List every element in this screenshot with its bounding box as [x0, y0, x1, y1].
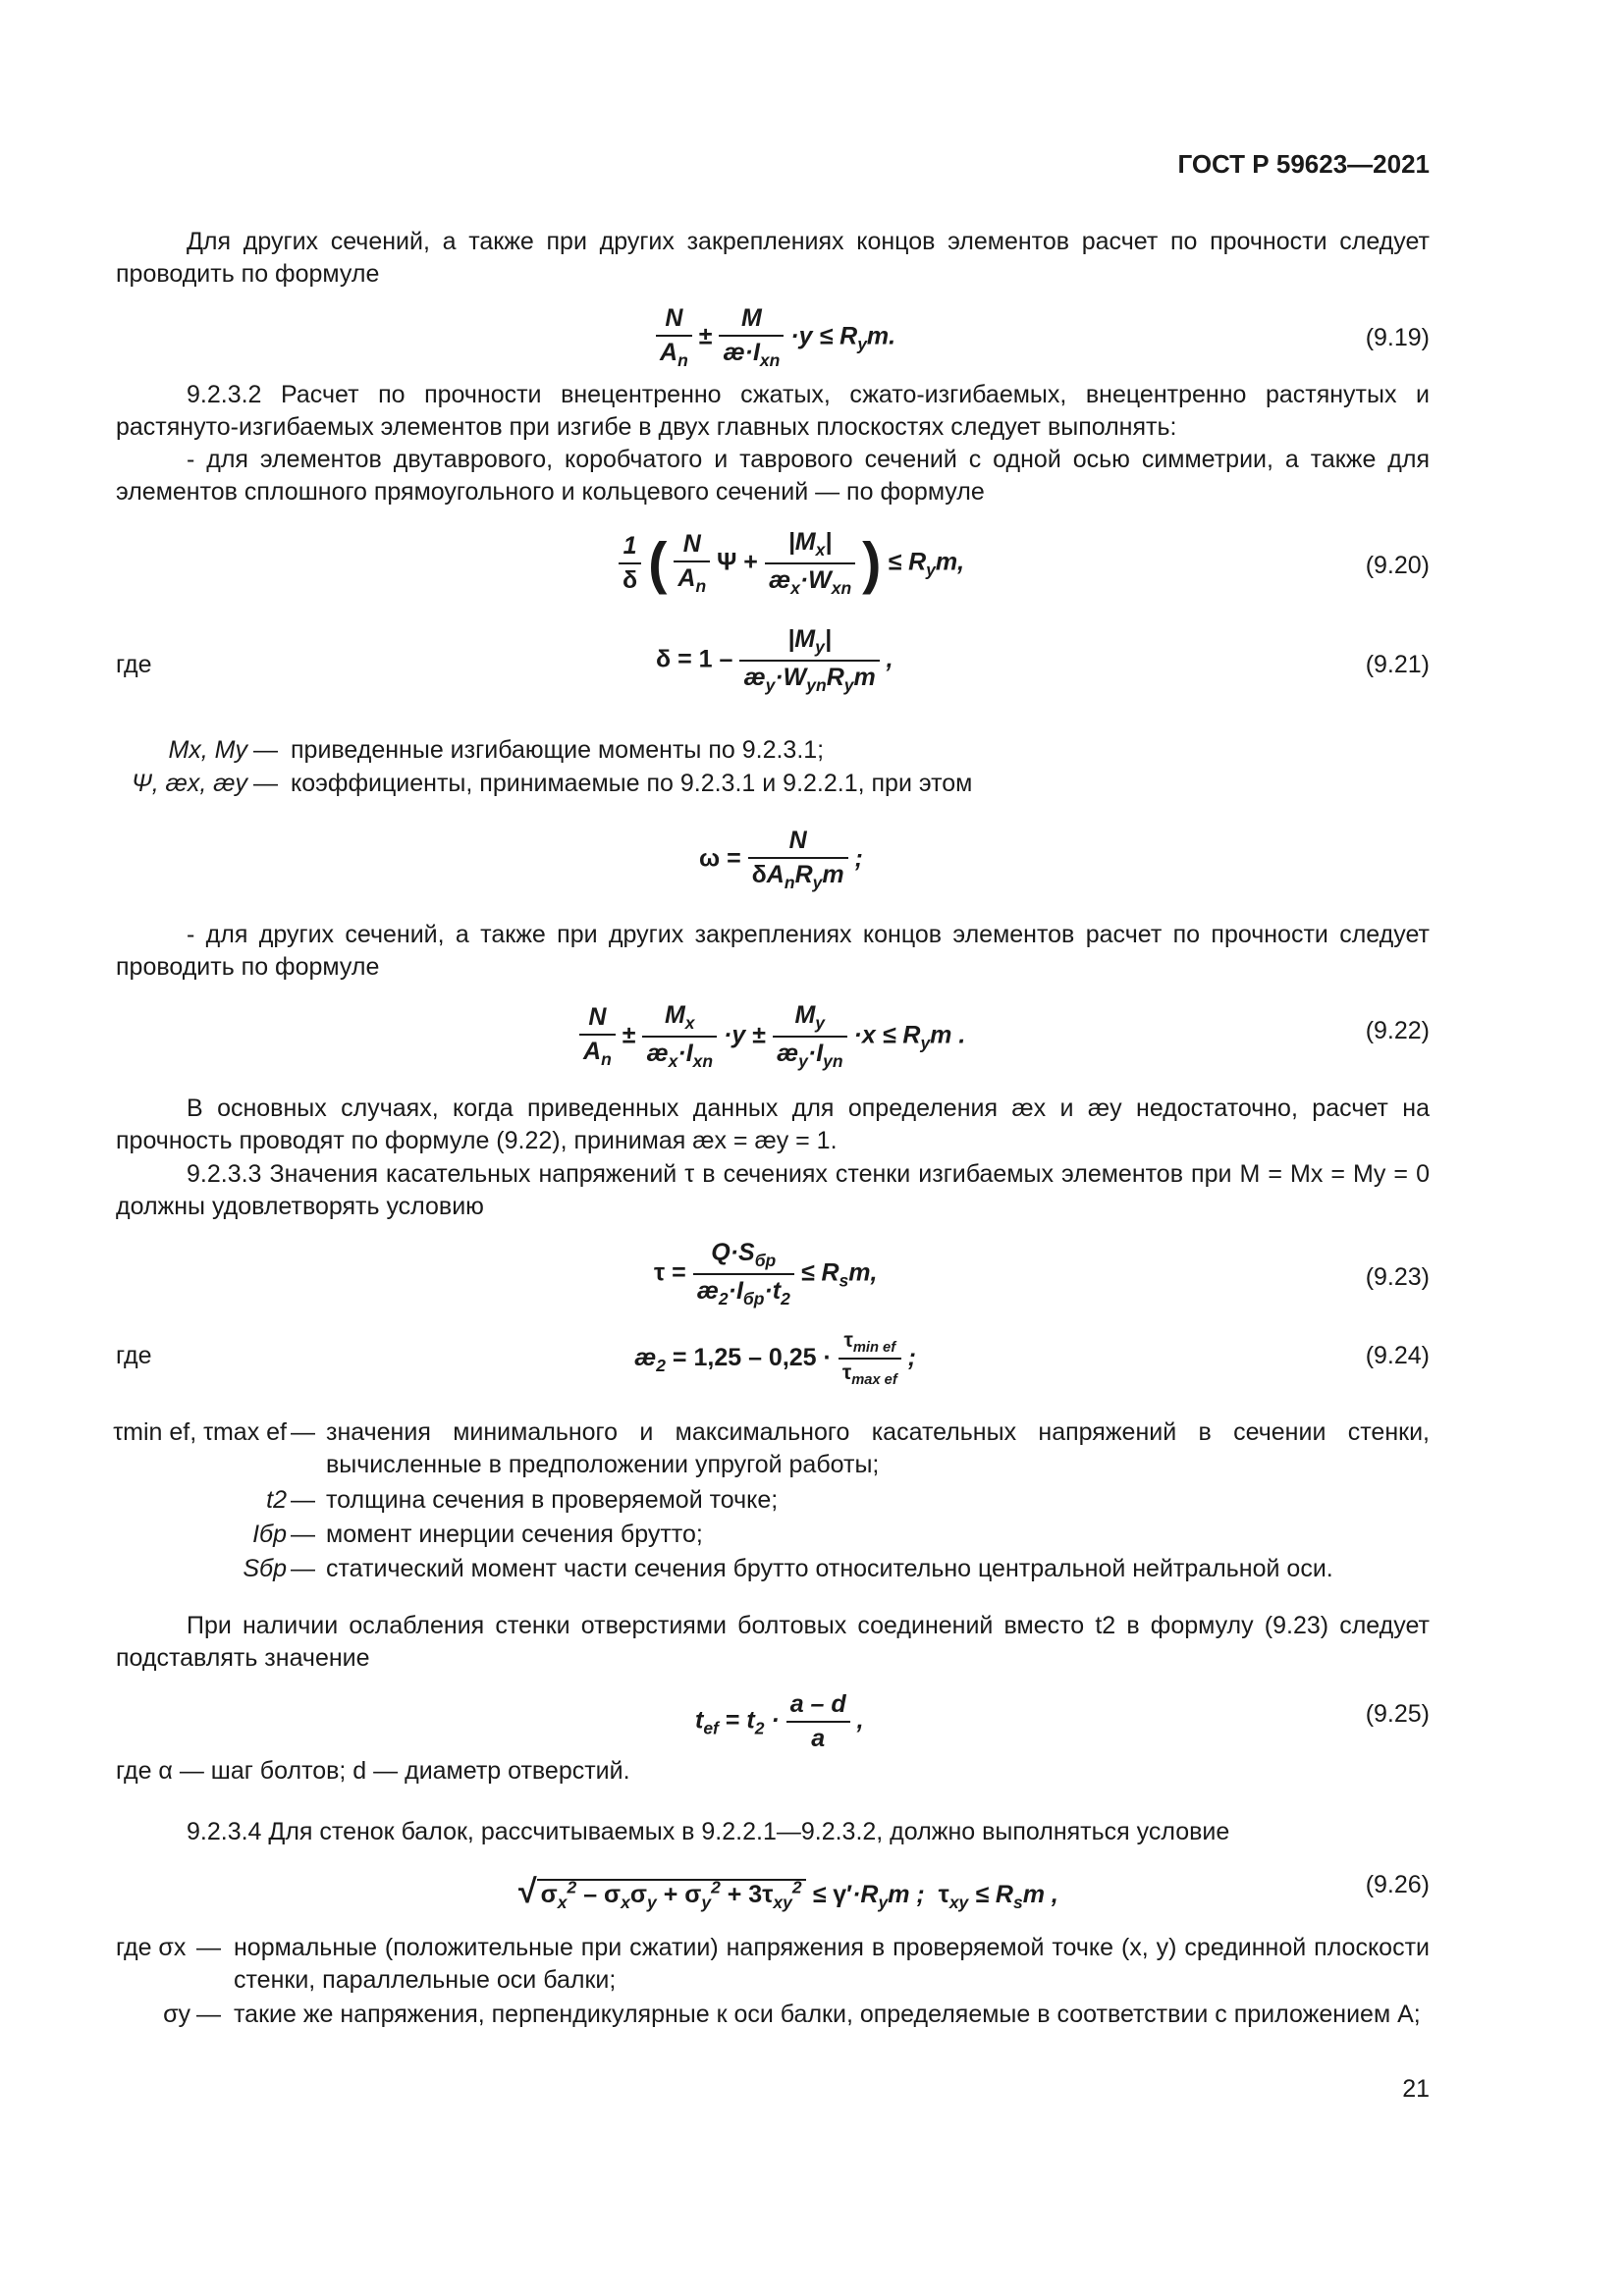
paragraph-1: Для других сечений, а также при других закреплениях концов элементов расчет по прочности следует проводить по формуле: [116, 228, 1430, 288]
document-header: ГОСТ Р 59623—2021: [1177, 149, 1430, 179]
definition-text: значения минимального и максимального касательных напряжений в сечении стенки, вычисленные в предположении упругой работы;: [326, 1418, 1430, 1478]
equation-number-9-19: (9.19): [1365, 324, 1430, 351]
page-number: 21: [1402, 2075, 1430, 2103]
equation-number-9-23: (9.23): [1365, 1263, 1430, 1291]
definition-t2: t2 — толщина сечения в проверяемой точке;: [0, 1484, 1624, 1517]
equation-number-9-20: (9.20): [1365, 552, 1430, 579]
paragraph-bolt-pitch: где α — шаг болтов; d — диаметр отверстий.: [116, 1757, 630, 1785]
equation-number-9-22: (9.22): [1365, 1017, 1430, 1044]
equation-number-9-24: (9.24): [1365, 1342, 1430, 1369]
formula-9-26: √ $\sigma_x^2 - \sigma_x\sigma_y + \sigma_y^2 + 3\tau_{xy}^2 \le \gamma'\cdot R_ym$ ; $\tau_{xy} \le R_sm$ ,: [518, 1873, 1058, 1912]
definition-symbol: Mx, My: [168, 736, 247, 764]
definition-text: приведенные изгибающие моменты по 9.2.3.1;: [291, 736, 825, 764]
definition-s-br: Sбр — статический момент части сечения брутто относительно центральной нейтральной оси.: [0, 1553, 1624, 1585]
formula-omega: ω = $\frac{N}{\delta A_nR_ym}$ ;: [699, 827, 863, 892]
formula-9-20: $\frac{1}{\delta}$ ( $\frac{N}{A_n}$ Ψ + $\frac{|M_x|}{æ_x\cdot W_{xn}}$ ) ≤ $R_ym$,: [619, 528, 964, 599]
definition-text: коэффициенты, принимаемые по 9.2.3.1 и 9.2.2.1, при этом: [291, 770, 973, 797]
paragraph-other-sections: - для других сечений, а также при других закреплениях концов элементов расчет по прочности следует проводить по формуле: [116, 921, 1430, 981]
definition-psi-ae: Ψ, æx, æy — коэффициенты, принимаемые по 9.2.3.1 и 9.2.2.1, при этом: [0, 768, 1624, 800]
formula-9-23: τ = $\frac{Q\cdot S_{бр}}{æ_2\cdot I_{бр}\cdot t_2}$ ≤ $R_sm$,: [654, 1239, 878, 1308]
definition-sigma-y: σy — такие же напряжения, перпендикулярные к оси балки, определяемые в соответствии с приложением А;: [0, 1999, 1624, 2063]
definition-symbol: Sбр: [243, 1555, 287, 1582]
definition-i-br: Iбр — момент инерции сечения брутто;: [0, 1519, 1624, 1551]
definition-mx-my: Mx, My — приведенные изгибающие моменты по 9.2.3.1;: [0, 734, 1624, 767]
paragraph-dvutavr: - для элементов двутаврового, коробчатого и таврового сечений с одной осью симметрии, а также для элементов сплошного прямоугольного и кольцевого сечений — по формуле: [116, 446, 1430, 506]
paragraph-main-cases: В основных случаях, когда приведенных данных для определения æx и æy недостаточно, расчет на прочность проводят по формуле (9.22), принимая æx = æy = 1.: [116, 1095, 1430, 1154]
definition-symbol: σy: [163, 2001, 190, 2028]
paragraph-weakening: При наличии ослабления стенки отверстиями болтовых соединений вместо t2 в формулу (9.23) следует подставлять значение: [116, 1612, 1430, 1672]
formula-9-19: $\frac{N}{A_n}$ ± $\frac{M}{æ\cdot I_{xn}}$ $\cdot y \le R_ym$.: [656, 304, 895, 371]
definition-text: толщина сечения в проверяемой точке;: [326, 1486, 779, 1514]
definition-symbol: t2: [266, 1486, 287, 1514]
definition-symbol: τmin ef, τmax ef: [113, 1418, 287, 1446]
equation-number-9-25: (9.25): [1365, 1700, 1430, 1728]
definition-text: момент инерции сечения брутто;: [326, 1521, 703, 1548]
where-label-9-24: где: [116, 1342, 152, 1369]
where-label-9-21: где: [116, 651, 152, 678]
definition-tau-min-max: τmin ef, τmax ef — значения минимального и максимального касательных напряжений в сечении стенки, вычисленные в предположении упругой работы;: [0, 1416, 1624, 1481]
definition-sigma-x: где σx — нормальные (положительные при сжатии) напряжения в проверяемой точке (x, y) срединной плоскости стенки, параллельные оси балки;: [0, 1932, 1624, 1997]
equation-number-9-26: (9.26): [1365, 1871, 1430, 1898]
definition-text: статический момент части сечения брутто относительно центральной нейтральной оси.: [326, 1555, 1333, 1582]
formula-9-24: $æ_2 = 1,25 - 0,25$ · $\frac{\tau_{min ef}}{\tau_{max ef}}$ ;: [634, 1329, 917, 1389]
paragraph-9-2-3-3: 9.2.3.3 Значения касательных напряжений τ в сечениях стенки изгибаемых элементов при M = Mx = My = 0 должны удовлетворять условию: [116, 1160, 1430, 1220]
formula-9-21: δ = 1 – $\frac{|M_y|}{æ_y\cdot W_{yn}R_ym}$ ,: [656, 625, 893, 695]
paragraph-9-2-3-4: 9.2.3.4 Для стенок балок, рассчитываемых в 9.2.2.1—9.2.3.2, должно выполняться условие: [187, 1818, 1230, 1845]
paragraph-9-2-3-2: 9.2.3.2 Расчет по прочности внецентренно сжатых, сжато-изгибаемых, внецентренно растянутых и растянуто-изгибаемых элементов при изгибе в двух главных плоскостях следует выполнять:: [116, 381, 1430, 441]
equation-number-9-21: (9.21): [1365, 651, 1430, 678]
definition-symbol: где σx: [116, 1934, 187, 1961]
definition-symbol: Ψ, æx, æy: [131, 770, 247, 797]
definition-text: такие же напряжения, перпендикулярные к оси балки, определяемые в соответствии с приложением А;: [234, 2001, 1421, 2028]
formula-9-22: $\frac{N}{A_n}$ ± $\frac{M_x}{æ_x\cdot I_{xn}}$ ·y ± $\frac{M_y}{æ_y\cdot I_{yn}}$ $\cdot x \le R_ym$ .: [579, 1001, 965, 1072]
formula-9-25: $t_{ef} = t_2$ · $\frac{a - d}{a}$ ,: [695, 1690, 864, 1752]
definition-symbol: Iбр: [252, 1521, 287, 1548]
definition-text: нормальные (положительные при сжатии) напряжения в проверяемой точке (x, y) срединной плоскости стенки, параллельные оси балки;: [234, 1934, 1430, 1994]
